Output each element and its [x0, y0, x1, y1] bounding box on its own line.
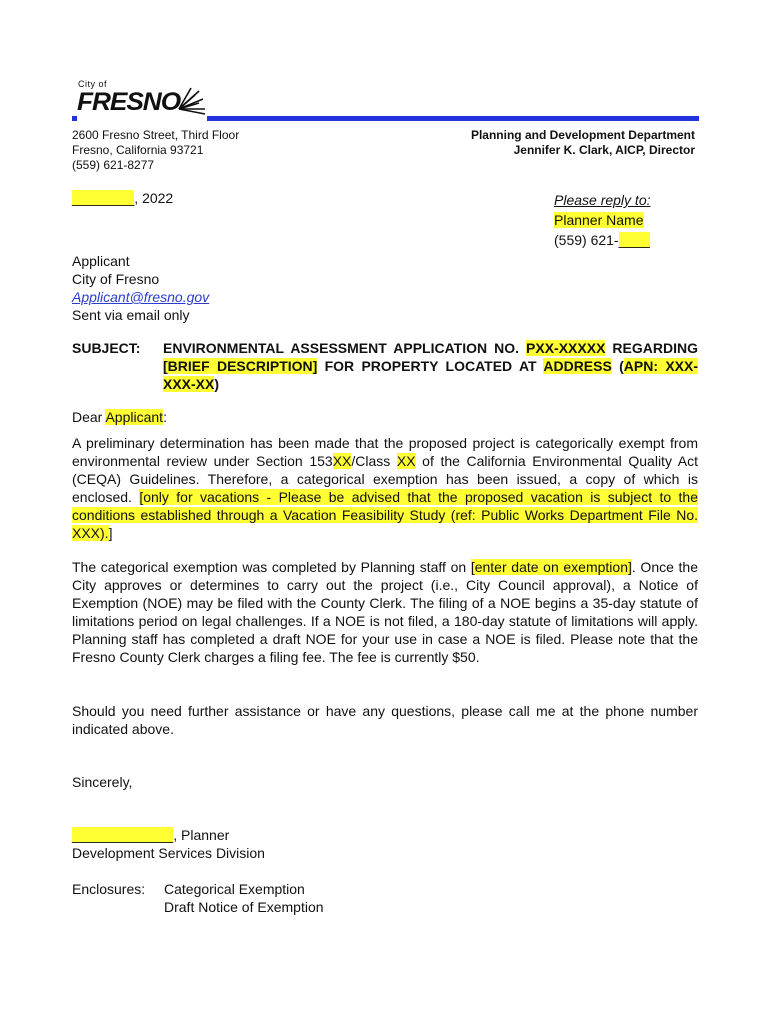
salutation-suffix: :	[163, 409, 167, 425]
brief-description-field[interactable]: [BRIEF DESCRIPTION]	[163, 358, 318, 374]
exemption-date-field[interactable]: [enter date on exemption]	[470, 559, 632, 575]
address-field[interactable]: ADDRESS	[543, 358, 612, 374]
enclosures-list	[164, 880, 324, 916]
director-name: Jennifer K. Clark, AICP, Director	[513, 143, 695, 157]
para-text: A preliminary determination has been made that the proposed project is categorically exempt from environmental review under Section 153	[72, 435, 698, 469]
subject-part: REGARDING	[605, 340, 698, 356]
para-text: ]	[108, 525, 113, 541]
salutation	[72, 408, 698, 426]
subject-block	[72, 339, 698, 393]
enclosure-item: Categorical Exemption	[164, 881, 305, 897]
subject-part: )	[214, 376, 220, 392]
address-line: Fresno, California 93721	[72, 143, 204, 157]
date-year: , 2022	[134, 190, 174, 206]
paragraph-determination	[72, 434, 698, 542]
letterhead-rule	[207, 116, 699, 121]
enclosure-item: Draft Notice of Exemption	[164, 899, 324, 915]
salutation-prefix: Dear	[72, 409, 106, 425]
apn-field[interactable]: APN: XXX-XXX-XX	[163, 358, 698, 392]
closing: Sincerely,	[72, 774, 133, 790]
signature-division: Development Services Division	[72, 845, 265, 861]
enclosures-block	[72, 880, 324, 916]
address-line: 2600 Fresno Street, Third Floor	[72, 128, 240, 142]
phone-prefix: (559) 621-	[554, 232, 619, 248]
department-block	[471, 128, 695, 158]
para-text: of the California Environmental Quality Act (CEQA) Guidelines. Therefore, a categorical exemption has been issued, a copy of which is enclosed.	[72, 453, 699, 505]
sun-rays-icon	[175, 87, 207, 115]
address-line: (559) 621-8277	[72, 158, 155, 172]
phone-blank-field[interactable]: ____	[618, 232, 650, 248]
recipient-email-link[interactable]: Applicant@fresno.gov	[72, 289, 210, 305]
class-number-field[interactable]: XX	[396, 453, 416, 469]
subject-part: FOR PROPERTY LOCATED AT	[317, 358, 544, 374]
paragraph-assistance: Should you need further assistance or have any questions, please call me at the phone number indicated above.	[72, 703, 698, 737]
subject-text	[163, 339, 698, 393]
signature-block	[72, 826, 265, 862]
para-text: . Once the City approves or determines to carry out the project (i.e., City Council approval), a Notice of Exemption (NOE) may be filed with the County Clerk. The filing of a NOE begins a 35-day statute of limitations period on legal challenges. If a NOE is not filed, a 180-day statute of limitations will apply. Planning staff has completed a draft NOE for your use in case a NOE is filed. Please note that the Fresno County Clerk charges a filing fee. The fee is currently $50.	[72, 559, 699, 665]
vacation-note-field[interactable]: [only for vacations - Please be advised that the proposed vacation is subject to the conditions established through a Vacation Feasibility Study (ref: Public Works Department File No. XXX).	[72, 489, 699, 541]
salutation-name-field[interactable]: Applicant	[105, 409, 164, 425]
reply-heading: Please reply to:	[554, 192, 651, 208]
logo-city-of: City of	[78, 79, 108, 89]
paragraph-exemption	[72, 558, 698, 666]
signature-name-field[interactable]: _____________	[72, 827, 174, 843]
application-number-field[interactable]: PXX-XXXXX	[526, 340, 606, 356]
date-blank[interactable]: ________	[72, 190, 135, 206]
delivery-method: Sent via email only	[72, 307, 190, 323]
para-text: /Class	[351, 453, 397, 469]
subject-part: (	[611, 358, 624, 374]
recipient-name: Applicant	[72, 253, 130, 269]
recipient-block	[72, 252, 209, 324]
letterhead-rule-dot	[72, 116, 77, 121]
signature-title: , Planner	[173, 827, 230, 843]
subject-part: ENVIRONMENTAL ASSESSMENT APPLICATION NO.	[163, 340, 527, 356]
logo-fresno: FRESNO	[77, 88, 181, 116]
planner-name-field[interactable]: Planner Name	[554, 212, 644, 228]
recipient-org: City of Fresno	[72, 271, 160, 287]
letter-date	[72, 190, 173, 206]
department-name: Planning and Development Department	[470, 128, 695, 142]
reply-to-block	[554, 190, 651, 250]
enclosures-label: Enclosures:	[72, 881, 146, 897]
city-address	[72, 128, 239, 173]
subject-label: SUBJECT:	[72, 340, 141, 356]
para-text: The categorical exemption was completed by Planning staff on	[72, 559, 471, 575]
section-number-field[interactable]: XX	[332, 453, 352, 469]
